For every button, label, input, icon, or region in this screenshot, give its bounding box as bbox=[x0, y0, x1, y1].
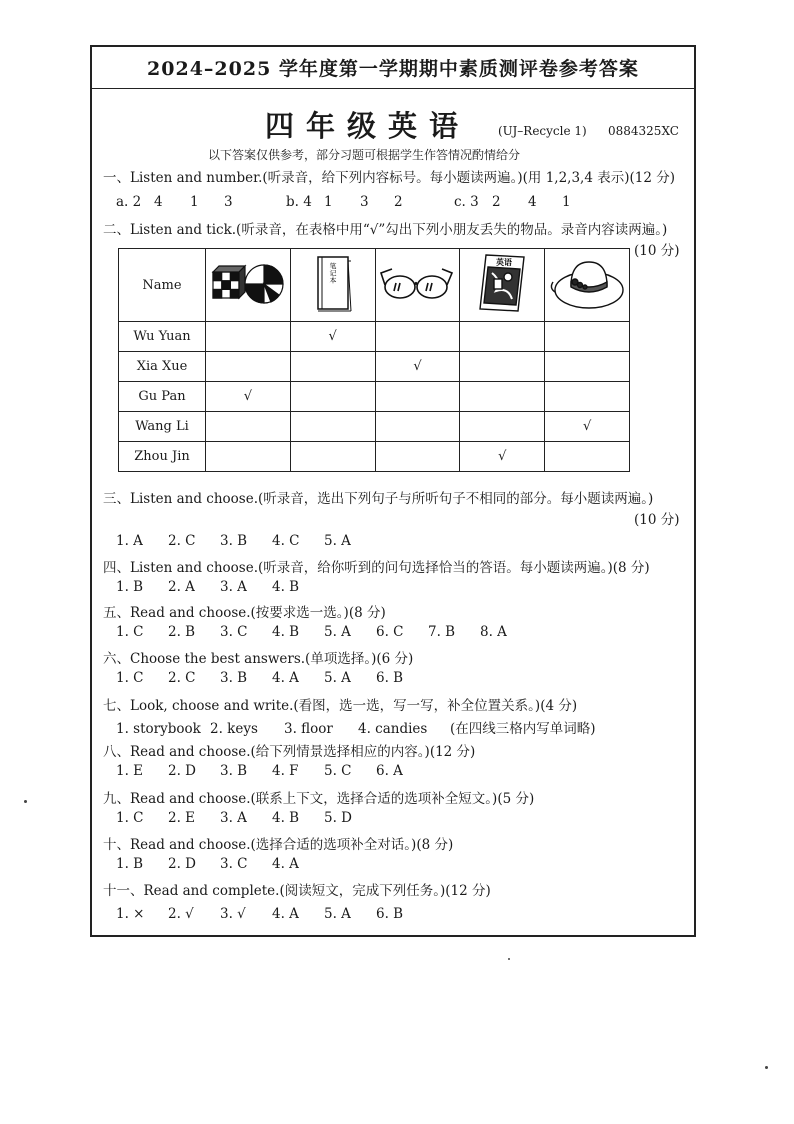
table-row bbox=[119, 412, 630, 442]
section-10-title: 十、Read and choose.(选择合适的选项补全对话。)(8 分) bbox=[103, 837, 454, 853]
reference-note: 以下答案仅供参考，部分习题可根据学生作答情况酌情给分 bbox=[208, 148, 521, 162]
section-4-title: 四、Listen and choose.(听录音，给你听到的问句选择恰当的答语。每小题读两遍。)(8 分) bbox=[103, 560, 650, 576]
section-11-answers: 1. × 2. √ 3. √ 4. A 5. A 6. B bbox=[116, 906, 404, 922]
section-7-answers: 1. storybook 2. keys 3. floor 4. candies (在四线三格内写单词略) bbox=[116, 721, 596, 737]
hat-icon bbox=[545, 249, 630, 322]
tick-mark: √ bbox=[206, 382, 291, 412]
table-row bbox=[119, 382, 630, 412]
section-7-title: 七、Look, choose and write.(看图，选一选，写一写，补全位置关系。)(4 分) bbox=[103, 698, 578, 714]
section-2-title: 二、Listen and tick.(听录音，在表格中用“√”勾出下列小朋友丢失的物品。录音内容读两遍。) bbox=[103, 222, 668, 238]
tick-mark: √ bbox=[460, 442, 545, 472]
table-row bbox=[119, 442, 630, 472]
notebook-icon bbox=[290, 249, 375, 322]
subject-title: 四年级英语 bbox=[265, 109, 471, 143]
section-6-answers: 1. C 2. C 3. B 4. A 5. A 6. B bbox=[116, 670, 404, 686]
tick-mark: √ bbox=[545, 412, 630, 442]
title-divider bbox=[92, 88, 694, 89]
section-8-title: 八、Read and choose.(给下列情景选择相应的内容。)(12 分) bbox=[103, 744, 476, 760]
storybook-label: 英语 bbox=[496, 258, 513, 267]
tick-mark: √ bbox=[375, 352, 460, 382]
student-name: Wang Li bbox=[119, 412, 206, 442]
section-1-answers: a. 2 4 1 3 b. 4 1 3 2 c. 3 2 4 1 bbox=[116, 194, 571, 210]
name-header: Name bbox=[119, 249, 206, 322]
section-9-title: 九、Read and choose.(联系上下文，选择合适的选项补全短文。)(5 分) bbox=[103, 791, 535, 807]
scan-speck bbox=[508, 958, 510, 960]
cube-and-ball-icon bbox=[206, 249, 291, 322]
section-3-answers: 1. A 2. C 3. B 4. C 5. A bbox=[116, 533, 351, 549]
table-row bbox=[119, 322, 630, 352]
section-10-answers: 1. B 2. D 3. C 4. A bbox=[116, 856, 299, 872]
sheet-title: 2024–2025 学年度第一学期期中素质测评卷参考答案 bbox=[147, 58, 639, 80]
storybook-icon bbox=[460, 249, 545, 322]
tick-mark: √ bbox=[290, 322, 375, 352]
paper-code: 0884325XC bbox=[608, 124, 679, 138]
section-8-answers: 1. E 2. D 3. B 4. F 5. C 6. A bbox=[116, 763, 403, 779]
section-6-title: 六、Choose the best answers.(单项选择。)(6 分) bbox=[103, 651, 414, 667]
scan-speck bbox=[24, 800, 27, 803]
student-name: Gu Pan bbox=[119, 382, 206, 412]
section-11-title: 十一、Read and complete.(阅读短文，完成下列任务。)(12 分) bbox=[103, 883, 491, 899]
glasses-icon bbox=[375, 249, 460, 322]
section-3-score: (10 分) bbox=[634, 512, 680, 528]
edition-label: (UJ–Recycle 1) bbox=[498, 124, 587, 138]
student-name: Wu Yuan bbox=[119, 322, 206, 352]
section-4-answers: 1. B 2. A 3. A 4. B bbox=[116, 579, 300, 595]
section-2-score: (10 分) bbox=[634, 243, 680, 259]
student-name: Xia Xue bbox=[119, 352, 206, 382]
section-1-title: 一、Listen and number.(听录音，给下列内容标号。每小题读两遍。)(用 1,2,3,4 表示)(12 分) bbox=[103, 170, 676, 186]
section-5-title: 五、Read and choose.(按要求选一选。)(8 分) bbox=[103, 605, 386, 621]
section-9-answers: 1. C 2. E 3. A 4. B 5. D bbox=[116, 810, 352, 826]
section-5-answers: 1. C 2. B 3. C 4. B 5. A 6. C 7. B 8. A bbox=[116, 624, 507, 640]
notebook-label: 笔记本 bbox=[328, 262, 337, 284]
scan-speck bbox=[765, 1066, 768, 1069]
section-3-title: 三、Listen and choose.(听录音，选出下列句子与所听句子不相同的部分。每小题读两遍。) bbox=[103, 491, 654, 507]
student-name: Zhou Jin bbox=[119, 442, 206, 472]
table-row bbox=[119, 352, 630, 382]
lost-items-table bbox=[118, 248, 630, 472]
